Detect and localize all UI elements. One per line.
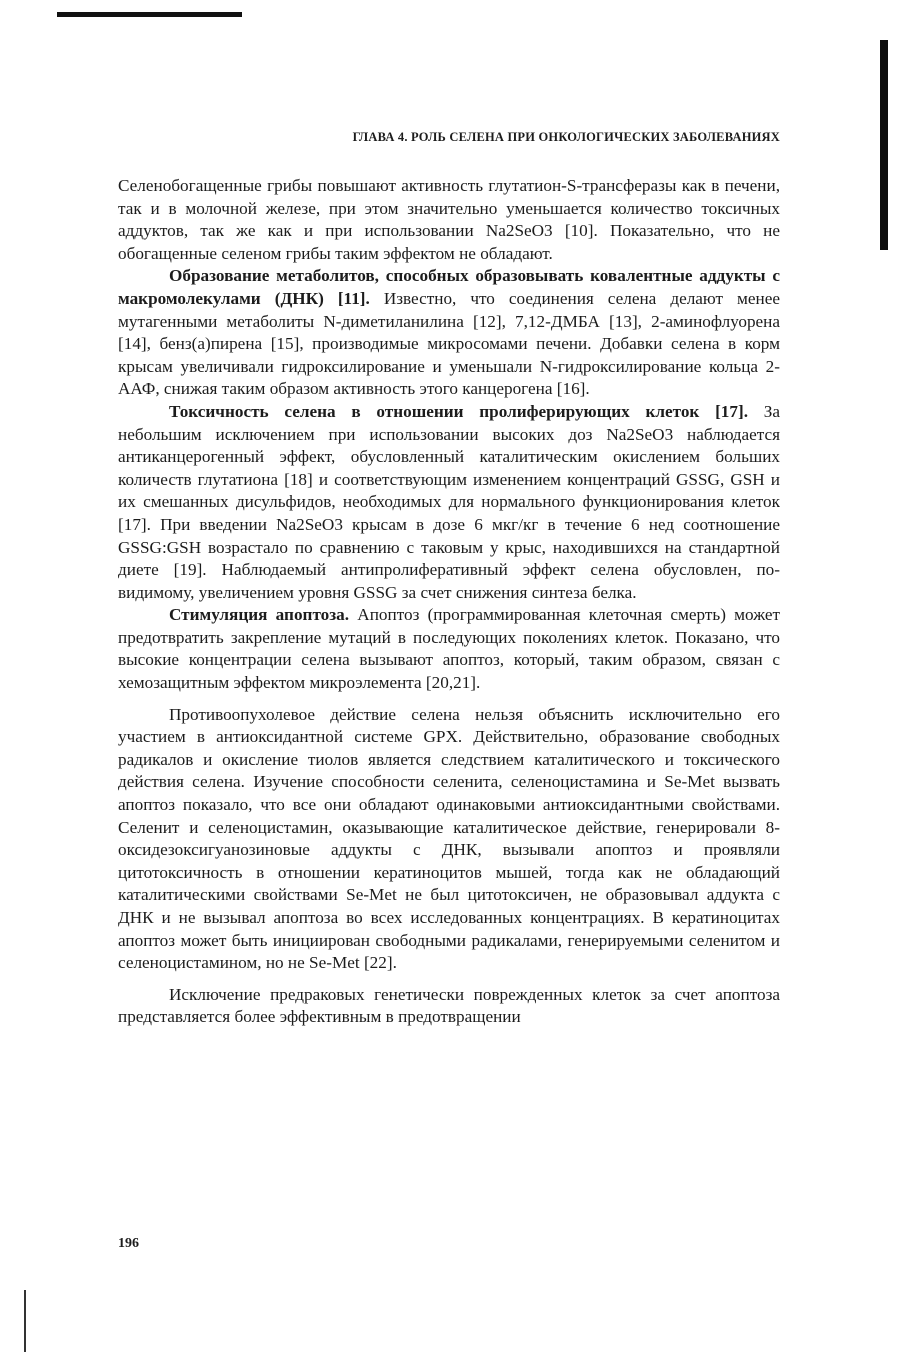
- paragraph-5-text: Противоопухолевое действие селена нельзя объяснить исключительно его участием в антиоксидантной системе GPX. Действительно, образование свободных радикалов и окисление тиолов является следствием каталитического и токсического действия селена. Изучение способности селенита, селеноцистамина и Se-Met вызвать апоптоз показало, что все они обладают одинаковыми антиоксидантными свойствами. Селенит и селеноцистамин, оказывающие каталитическое действие, генерировали 8-оксидезоксигуанозиновые аддукты с ДНК, вызывали апоптоз и проявляли цитотоксичность в отношении кератиноцитов мышей, тогда как не обладающий каталитическими свойствами Se-Met не был цитотоксичен, не образовывал аддукта с ДНК и не вызывал апоптоза во всех исследованных концентрациях. В кератиноцитах апоптоз может быть инициирован свободными радикалами, генерируемыми селенитом и селеноцистамином, но не Se-Met [22].: [118, 704, 780, 973]
- body-text: [118, 175, 780, 1029]
- paragraph-2-heading: Образование метаболитов, способных образовывать ковалентные аддукты с макромолекулами (ДНК) [11].: [118, 266, 780, 308]
- paragraph-5: [118, 704, 780, 975]
- paragraph-6-text: Исключение предраковых генетически поврежденных клеток за счет апоптоза представляется более эффективным в предотвращении: [118, 984, 780, 1027]
- paragraph-2-text: Известно, что соединения селена делают менее мутагенными метаболиты N-диметиланилина [12], 7,12-ДМБА [13], 2-аминофлуорена [14], бенз(а)пирена [15], производимые микросомами печени. Добавки селена в корм крысам увеличивали гидроксилирование и уменьшали N-гидроксилирование кольца 2-ААФ, снижая таким образом активность этого канцерогена [16].: [118, 288, 781, 399]
- page-number: 196: [118, 1236, 139, 1251]
- paragraph-1: [118, 175, 780, 265]
- paragraph-1-text: Селенобогащенные грибы повышают активность глутатион-S-трансферазы как в печени, так и в молочной железе, при этом значительно уменьшается количество токсичных аддуктов, так же как и при использовании Na2SeO3 [10]. Показательно, что не обогащенные селеном грибы таким эффектом не обладают.: [118, 176, 780, 263]
- paragraph-2: [118, 265, 780, 401]
- paragraph-4-heading: Стимуляция апоптоза.: [169, 605, 350, 625]
- paragraph-3: [118, 401, 780, 604]
- paragraph-4-text: Апоптоз (программированная клеточная смерть) может предотвратить закрепление мутаций в последующих поколениях клеток. Показано, что высокие концентрации селена вызывают апоптоз, который, таким образом, связан с хемозащитным эффектом микроэлемента [20,21].: [118, 605, 781, 693]
- paragraph-4: [118, 604, 780, 694]
- running-head: ГЛАВА 4. РОЛЬ СЕЛЕНА ПРИ ОНКОЛОГИЧЕСКИХ ЗАБОЛЕВАНИЯХ: [352, 130, 780, 144]
- paragraph-3-heading: Токсичность селена в отношении пролиферирующих клеток [17].: [169, 401, 749, 421]
- scan-artifact-left-mark: [24, 1290, 26, 1352]
- paragraph-6: [118, 984, 780, 1029]
- scan-artifact-right-bar: [880, 40, 888, 250]
- scan-artifact-top-bar: [57, 12, 242, 17]
- paragraph-3-text: За небольшим исключением при использовании высоких доз Na2SeO3 наблюдается антиканцерогенный эффект, обусловленный каталитическим окислением больших количеств глутатиона [18] и соответствующим изменением концентраций GSSG, GSH и их смешанных дисульфидов, необходимых для нормального функционирования клеток [17]. При введении Na2SeO3 крысам в дозе 6 мкг/кг в течение 6 нед соотношение GSSG:GSH возрастало по сравнению с таковым у крыс, находившихся на стандартной диете [19]. Наблюдаемый антипролиферативный эффект селена обусловлен, по-видимому, увеличением уровня GSSG за счет снижения синтеза белка.: [118, 401, 780, 602]
